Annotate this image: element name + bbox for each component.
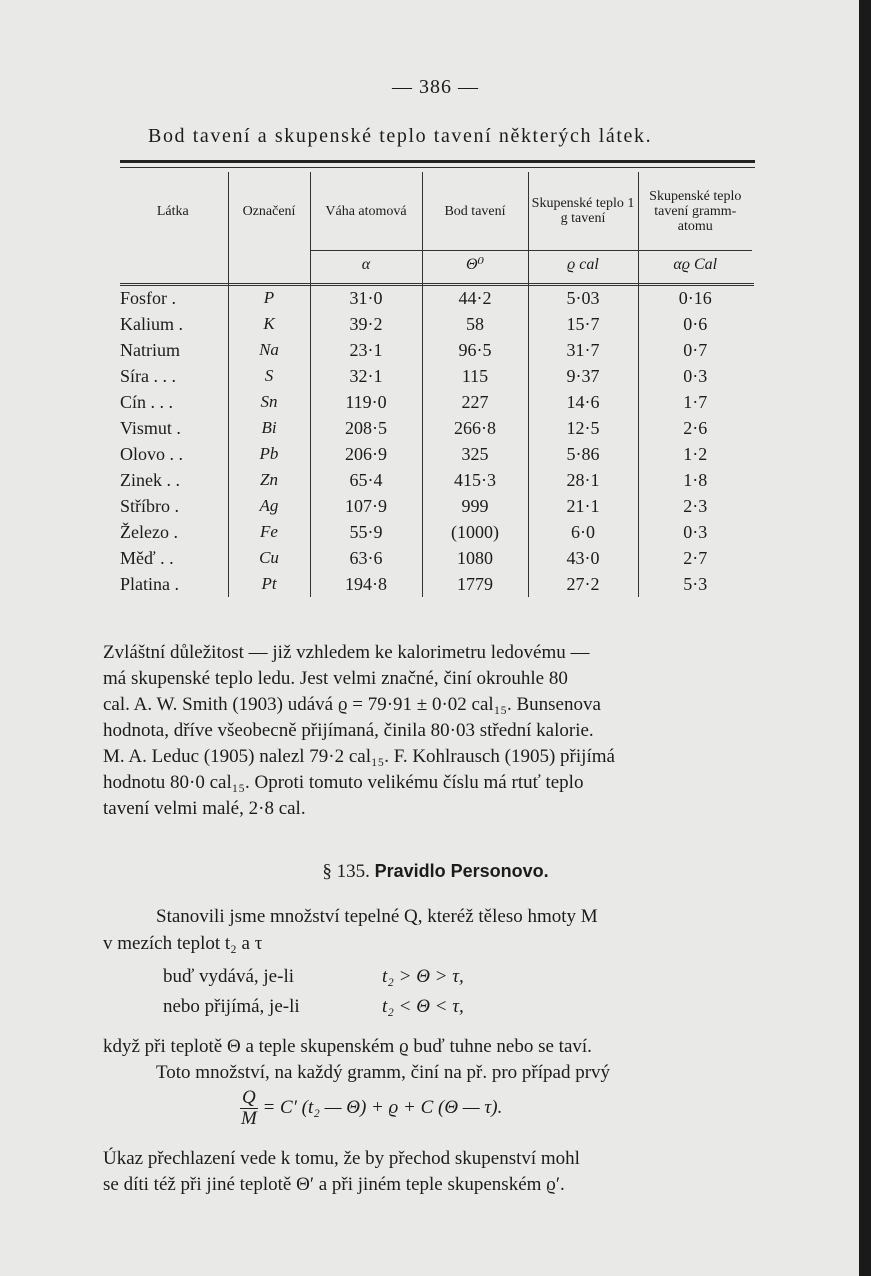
cell-latent-heat-gram: 5·03 xyxy=(528,277,638,311)
cell-substance: Kalium . xyxy=(120,313,183,334)
paragraph-line: Zvláštní důležitost — již vzhledem ke kalorimetru ledovému — xyxy=(103,642,590,663)
cell-latent-heat-gram: 9·37 xyxy=(528,363,638,389)
cell-latent-heat-atom: 0·7 xyxy=(638,337,752,363)
paragraph-line: Stanovili jsme množství tepelné Q, kteréž těleso hmoty M xyxy=(156,906,598,927)
condition-text: buď vydává, je-li xyxy=(163,966,294,987)
table-row xyxy=(118,467,752,493)
cell-melting-point: 999 xyxy=(422,493,528,519)
formula-rest: = C′ (t₂ — Θ) + ϱ + C (Θ — τ). xyxy=(262,1096,503,1118)
cell-melting-point: 325 xyxy=(422,441,528,467)
table-row xyxy=(118,545,752,571)
unit-latent-heat-atom: αϱ Cal xyxy=(638,251,752,278)
cell-melting-point: 1080 xyxy=(422,545,528,571)
cell-latent-heat-atom: 1·7 xyxy=(638,389,752,415)
cell-atomic-weight: 194·8 xyxy=(310,571,422,597)
cell-symbol: Bi xyxy=(228,415,310,441)
table-row xyxy=(118,571,752,597)
paragraph-line: M. A. Leduc (1905) nalezl 79·2 cal₁₅. F. Kohlrausch (1905) přijímá xyxy=(103,746,615,767)
cell-latent-heat-gram: 5·86 xyxy=(528,441,638,467)
cell-latent-heat-gram: 28·1 xyxy=(528,467,638,493)
cell-latent-heat-atom: 1·8 xyxy=(638,467,752,493)
cell-melting-point: 96·5 xyxy=(422,337,528,363)
table-row xyxy=(118,311,752,337)
cell-symbol: S xyxy=(228,363,310,389)
header-latent-heat-gram: Skupenské teplo 1 g tavení xyxy=(528,172,638,251)
paragraph-line: Úkaz přechlazení vede k tomu, že by přechod skupenství mohl xyxy=(103,1148,580,1169)
formula-numerator: Q xyxy=(242,1087,256,1108)
paragraph-line: hodnota, dříve všeobecně přijímaná, činila 80·03 střední kalorie. xyxy=(103,720,594,741)
cell-melting-point: 1779 xyxy=(422,571,528,597)
table-row xyxy=(118,363,752,389)
cell-symbol: Fe xyxy=(228,519,310,545)
paragraph-line: má skupenské teplo ledu. Jest velmi značné, činí okrouhle 80 xyxy=(103,668,568,689)
cell-symbol: Ag xyxy=(228,493,310,519)
header-latent-heat-atom: Skupenské teplo tavení gramm- atomu xyxy=(638,172,752,251)
cell-latent-heat-atom: 2·6 xyxy=(638,415,752,441)
cell-atomic-weight: 65·4 xyxy=(310,467,422,493)
cell-melting-point: 58 xyxy=(422,311,528,337)
melting-table xyxy=(118,172,752,597)
page-number: — 386 — xyxy=(392,76,479,98)
cell-substance: Měď . . xyxy=(120,547,174,568)
cell-latent-heat-atom: 5·3 xyxy=(638,571,752,597)
table-header-row xyxy=(118,172,752,251)
cell-symbol: Pb xyxy=(228,441,310,467)
cell-substance: Platina . xyxy=(120,573,179,594)
cell-atomic-weight: 208·5 xyxy=(310,415,422,441)
paragraph-line: se díti též při jiné teplotě Θ′ a při jiném teple skupenském ϱ′. xyxy=(103,1174,565,1195)
paragraph-line: v mezích teplot t₂ a τ xyxy=(103,933,263,954)
cell-substance: Zinek . . xyxy=(120,469,180,490)
cell-melting-point: (1000) xyxy=(422,519,528,545)
cell-latent-heat-atom: 0·3 xyxy=(638,519,752,545)
section-number: § 135. xyxy=(322,861,370,882)
formula-fraction xyxy=(240,1088,258,1129)
cell-atomic-weight: 119·0 xyxy=(310,389,422,415)
cell-atomic-weight: 55·9 xyxy=(310,519,422,545)
cell-atomic-weight: 206·9 xyxy=(310,441,422,467)
cell-symbol: K xyxy=(228,311,310,337)
cell-melting-point: 44·2 xyxy=(422,277,528,311)
cell-latent-heat-gram: 14·6 xyxy=(528,389,638,415)
formula xyxy=(240,1088,502,1129)
cell-atomic-weight: 23·1 xyxy=(310,337,422,363)
paragraph-line: když při teplotě Θ a teple skupenském ϱ buď tuhne nebo se taví. xyxy=(103,1036,592,1057)
cell-symbol: Na xyxy=(228,337,310,363)
condition-math: t₂ > Θ > τ, xyxy=(382,966,464,987)
cell-latent-heat-gram: 31·7 xyxy=(528,337,638,363)
cell-melting-point: 415·3 xyxy=(422,467,528,493)
cell-symbol: Sn xyxy=(228,389,310,415)
cell-atomic-weight: 63·6 xyxy=(310,545,422,571)
cell-latent-heat-gram: 27·2 xyxy=(528,571,638,597)
table-header-separator xyxy=(120,283,754,286)
cell-symbol: Zn xyxy=(228,467,310,493)
unit-melting-point: Θ⁰ xyxy=(422,251,528,278)
cell-substance: Cín . . . xyxy=(120,391,174,412)
cell-latent-heat-atom: 2·3 xyxy=(638,493,752,519)
cell-substance: Železo . xyxy=(120,521,178,542)
cell-latent-heat-atom: 2·7 xyxy=(638,545,752,571)
condition-math: t₂ < Θ < τ, xyxy=(382,996,464,1017)
cell-atomic-weight: 39·2 xyxy=(310,311,422,337)
cell-latent-heat-atom: 0·6 xyxy=(638,311,752,337)
paragraph-line: hodnotu 80·0 cal₁₅. Oproti tomuto velikému číslu má rtuť teplo xyxy=(103,772,584,793)
header-symbol: Označení xyxy=(228,172,310,251)
paragraph-line: Toto množství, na každý gramm, činí na př. pro případ prvý xyxy=(156,1062,611,1083)
cell-latent-heat-gram: 6·0 xyxy=(528,519,638,545)
cell-latent-heat-gram: 15·7 xyxy=(528,311,638,337)
table-row xyxy=(118,493,752,519)
cell-melting-point: 227 xyxy=(422,389,528,415)
cell-symbol: Pt xyxy=(228,571,310,597)
page-edge-shadow xyxy=(859,0,871,1276)
paragraph-ice-heat xyxy=(103,640,757,822)
unit-symbol xyxy=(228,251,310,278)
header-substance: Látka xyxy=(156,203,189,219)
cell-atomic-weight: 32·1 xyxy=(310,363,422,389)
paragraph-line: tavení velmi malé, 2·8 cal. xyxy=(103,798,306,819)
cell-latent-heat-atom: 0·16 xyxy=(638,277,752,311)
cell-latent-heat-gram: 12·5 xyxy=(528,415,638,441)
cell-symbol: P xyxy=(228,277,310,311)
table-top-rule xyxy=(120,160,755,163)
section-heading xyxy=(0,861,871,883)
cell-substance: Síra . . . xyxy=(120,365,176,386)
cell-atomic-weight: 31·0 xyxy=(310,277,422,311)
cell-substance: Stříbro . xyxy=(120,495,180,516)
cell-latent-heat-atom: 0·3 xyxy=(638,363,752,389)
cell-substance: Olovo . . xyxy=(120,443,183,464)
header-atomic-weight: Váha atomová xyxy=(310,172,422,251)
unit-substance xyxy=(118,251,228,278)
cell-latent-heat-gram: 43·0 xyxy=(528,545,638,571)
table-row xyxy=(118,441,752,467)
paragraph-line: cal. A. W. Smith (1903) udává ϱ = 79·91 ± 0·02 cal₁₅. Bunsenova xyxy=(103,694,601,715)
cell-atomic-weight: 107·9 xyxy=(310,493,422,519)
cell-substance: Natrium xyxy=(120,339,180,360)
table-row xyxy=(118,415,752,441)
section-title: Pravidlo Personovo. xyxy=(374,861,549,881)
table-top-rule-thin xyxy=(120,167,755,168)
unit-atomic-weight: α xyxy=(310,251,422,278)
table-unit-row xyxy=(118,251,752,278)
cell-symbol: Cu xyxy=(228,545,310,571)
table-row xyxy=(118,519,752,545)
cell-substance: Vismut . xyxy=(120,417,181,438)
table-row xyxy=(118,389,752,415)
cell-substance: Fosfor . xyxy=(120,287,177,308)
table-body xyxy=(118,277,752,597)
table-caption: Bod tavení a skupenské teplo tavení některých látek. xyxy=(148,125,653,147)
header-melting-point: Bod tavení xyxy=(422,172,528,251)
cell-latent-heat-atom: 1·2 xyxy=(638,441,752,467)
cell-latent-heat-gram: 21·1 xyxy=(528,493,638,519)
formula-denominator: M xyxy=(240,1108,257,1129)
table-row xyxy=(118,337,752,363)
unit-latent-heat-gram: ϱ cal xyxy=(528,251,638,278)
cell-melting-point: 266·8 xyxy=(422,415,528,441)
condition-text: nebo přijímá, je-li xyxy=(163,996,300,1017)
cell-melting-point: 115 xyxy=(422,363,528,389)
